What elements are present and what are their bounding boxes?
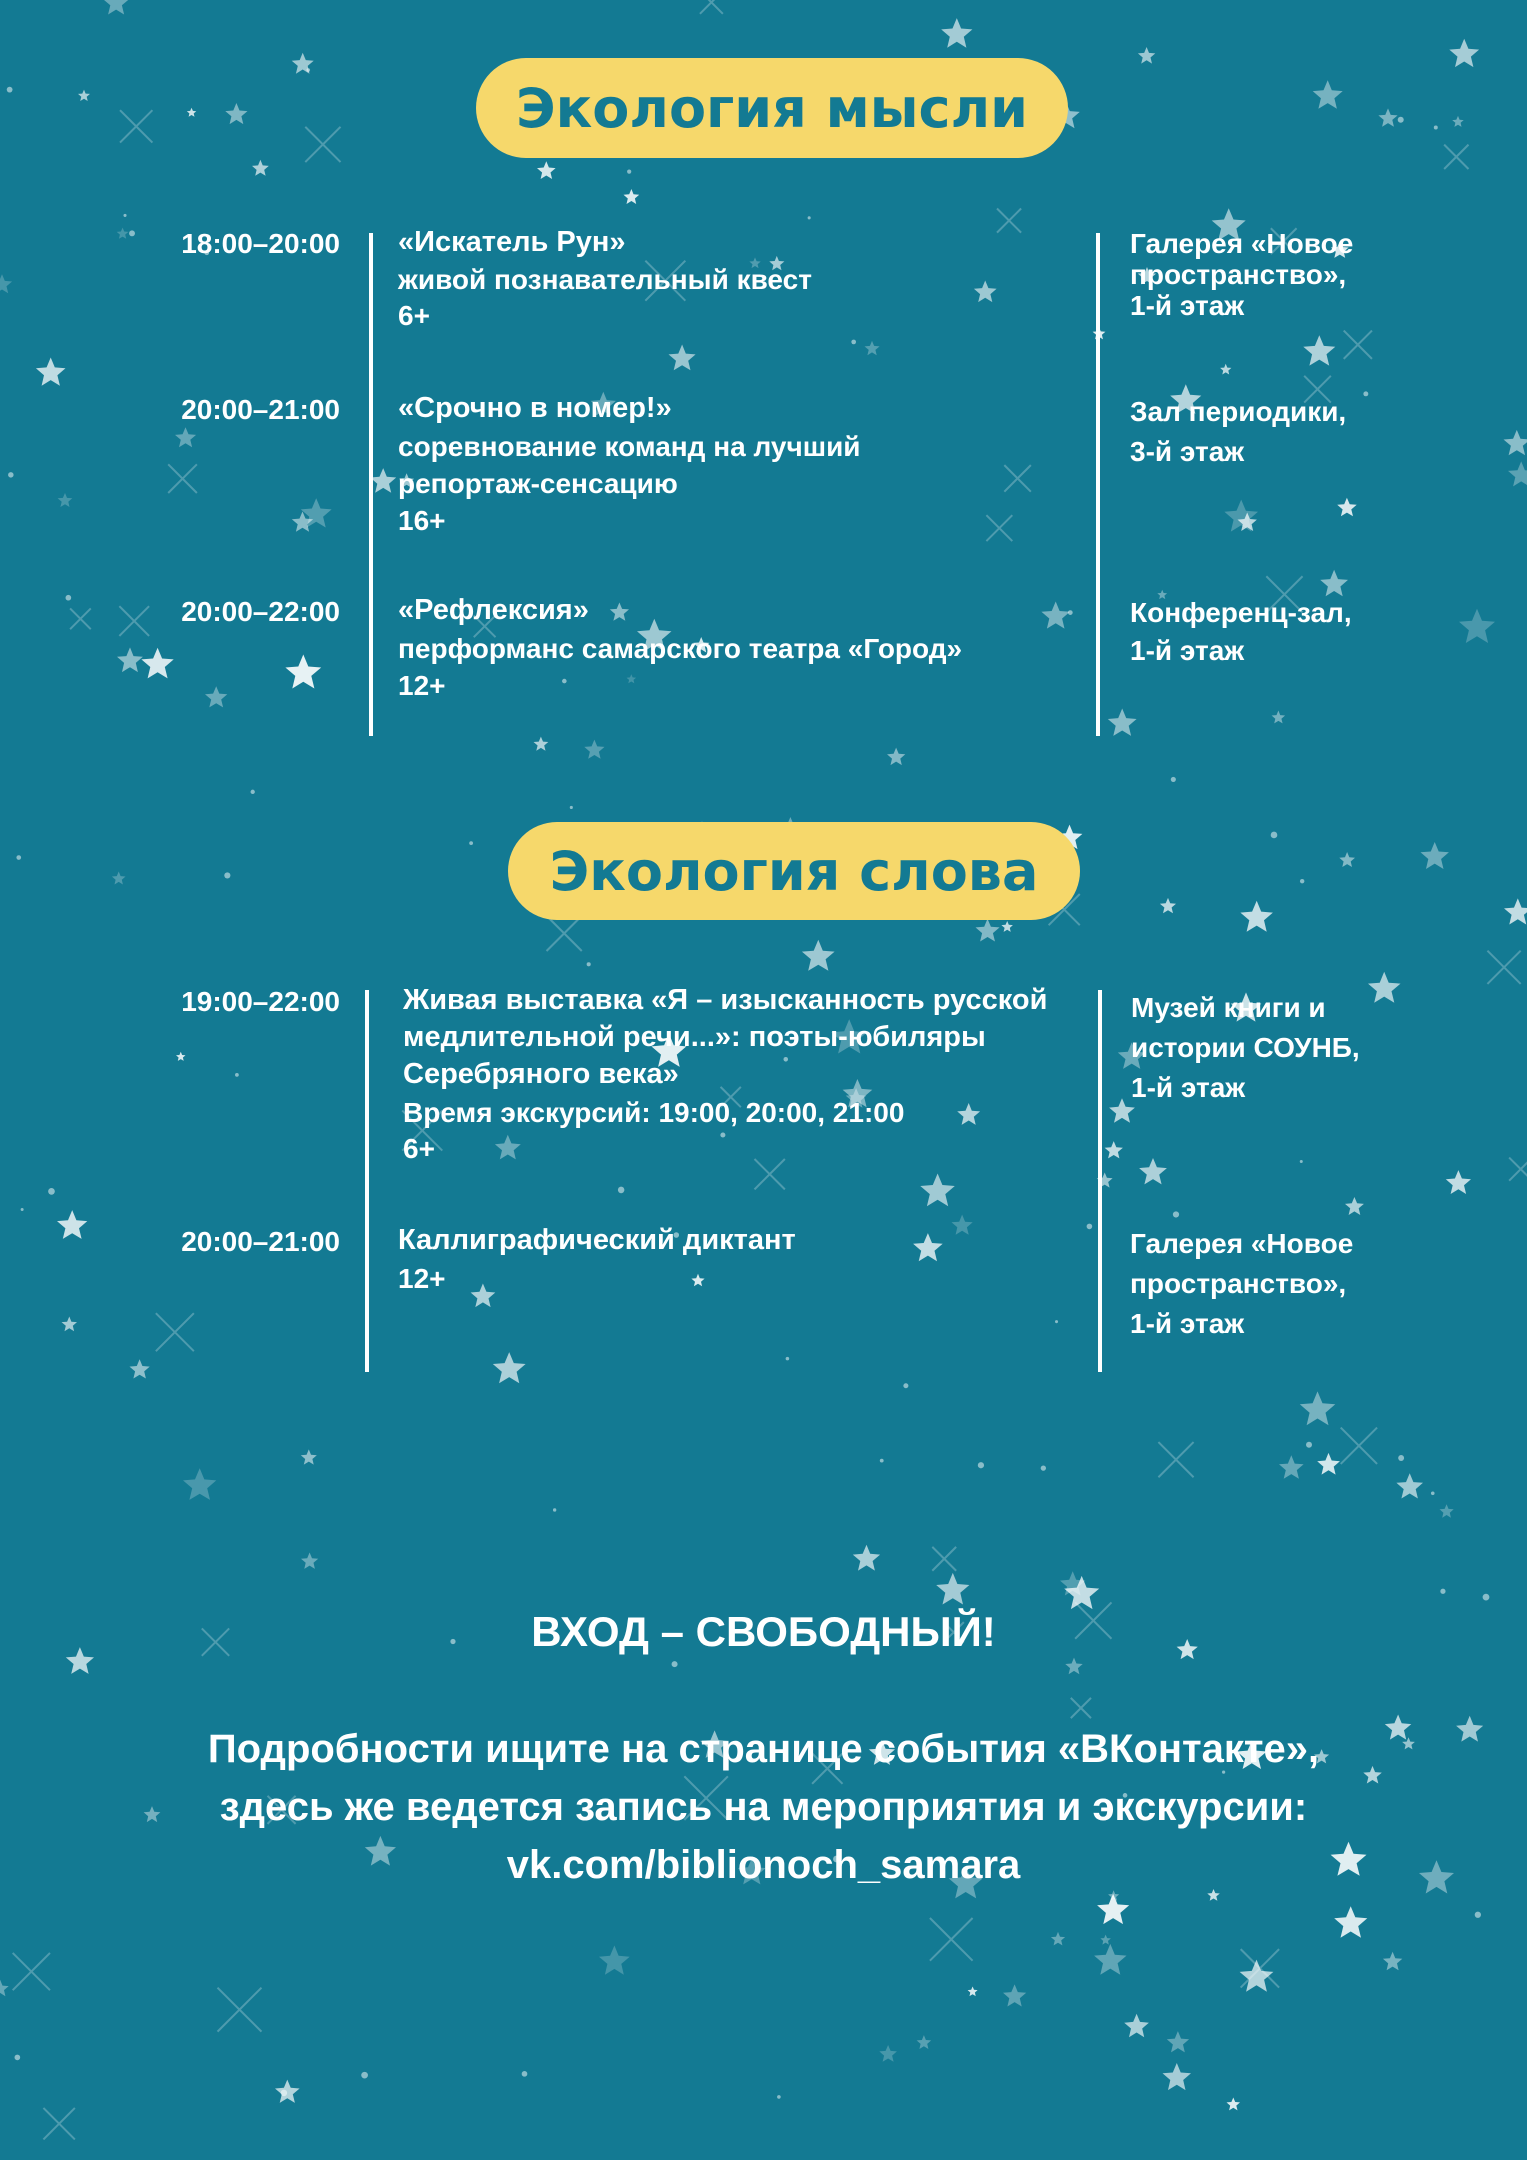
event-age: 6+ [403,1133,435,1164]
event-time: 20:00–21:00 [181,394,340,425]
event-title: «Рефлексия» [398,594,589,626]
details-line: Подробности ищите на странице события «ВКонтакте», [207,1727,1320,1771]
divider-line-left [369,233,373,736]
event-title: Серебряного века» [403,1058,679,1090]
event-subtitle: соревнование команд на лучший [398,431,861,462]
event-place: Конференц-зал, 1-й этаж [1130,597,1352,666]
section-heading-ecology-thought: Экология мысли [476,58,1068,158]
divider-line-left [365,990,369,1372]
event-age: 12+ [398,670,446,701]
event-time: 18:00–20:00 [181,228,340,259]
divider-line-right [1096,233,1100,736]
details-line: здесь же ведется запись на мероприятия и экскурсии: [219,1785,1308,1829]
event-subtitle: Время экскурсий: 19:00, 20:00, 21:00 [403,1097,905,1128]
event-place: Галерея «Новое пространство», 1-й этаж [1130,1228,1354,1339]
event-title: «Искатель Рун» [398,226,626,258]
event-subtitle: репортаж-сенсацию [398,468,678,499]
event-title: Живая выставка «Я – изысканность русской [403,984,1048,1016]
section-heading-ecology-word: Экология слова [508,822,1080,920]
event-place: Зал периодики, 3-й этаж [1130,396,1347,467]
event-title: Каллиграфический диктант [398,1224,796,1256]
vk-link[interactable]: vk.com/biblionoch_samara [506,1843,1021,1887]
divider-line-right [1098,990,1102,1372]
event-time: 20:00–22:00 [181,596,340,627]
event-place: Музей книги и истории СОУНБ, 1-й этаж [1131,992,1360,1103]
event-age: 12+ [398,1263,446,1294]
event-time: 20:00–21:00 [181,1226,340,1257]
event-title: медлительной речи...»: поэты-юбиляры [403,1021,986,1053]
event-place: Галерея «Новое пространство», 1-й этаж [1130,228,1354,321]
event-age: 6+ [398,300,430,331]
event-subtitle: перформанс самарского театра «Город» [398,633,963,664]
event-subtitle: живой познавательный квест [398,264,812,295]
event-time: 19:00–22:00 [181,986,340,1017]
free-entry-notice: ВХОД – СВОБОДНЫЙ! [531,1608,996,1655]
event-age: 16+ [398,505,446,536]
event-title: «Срочно в номер!» [398,392,672,424]
